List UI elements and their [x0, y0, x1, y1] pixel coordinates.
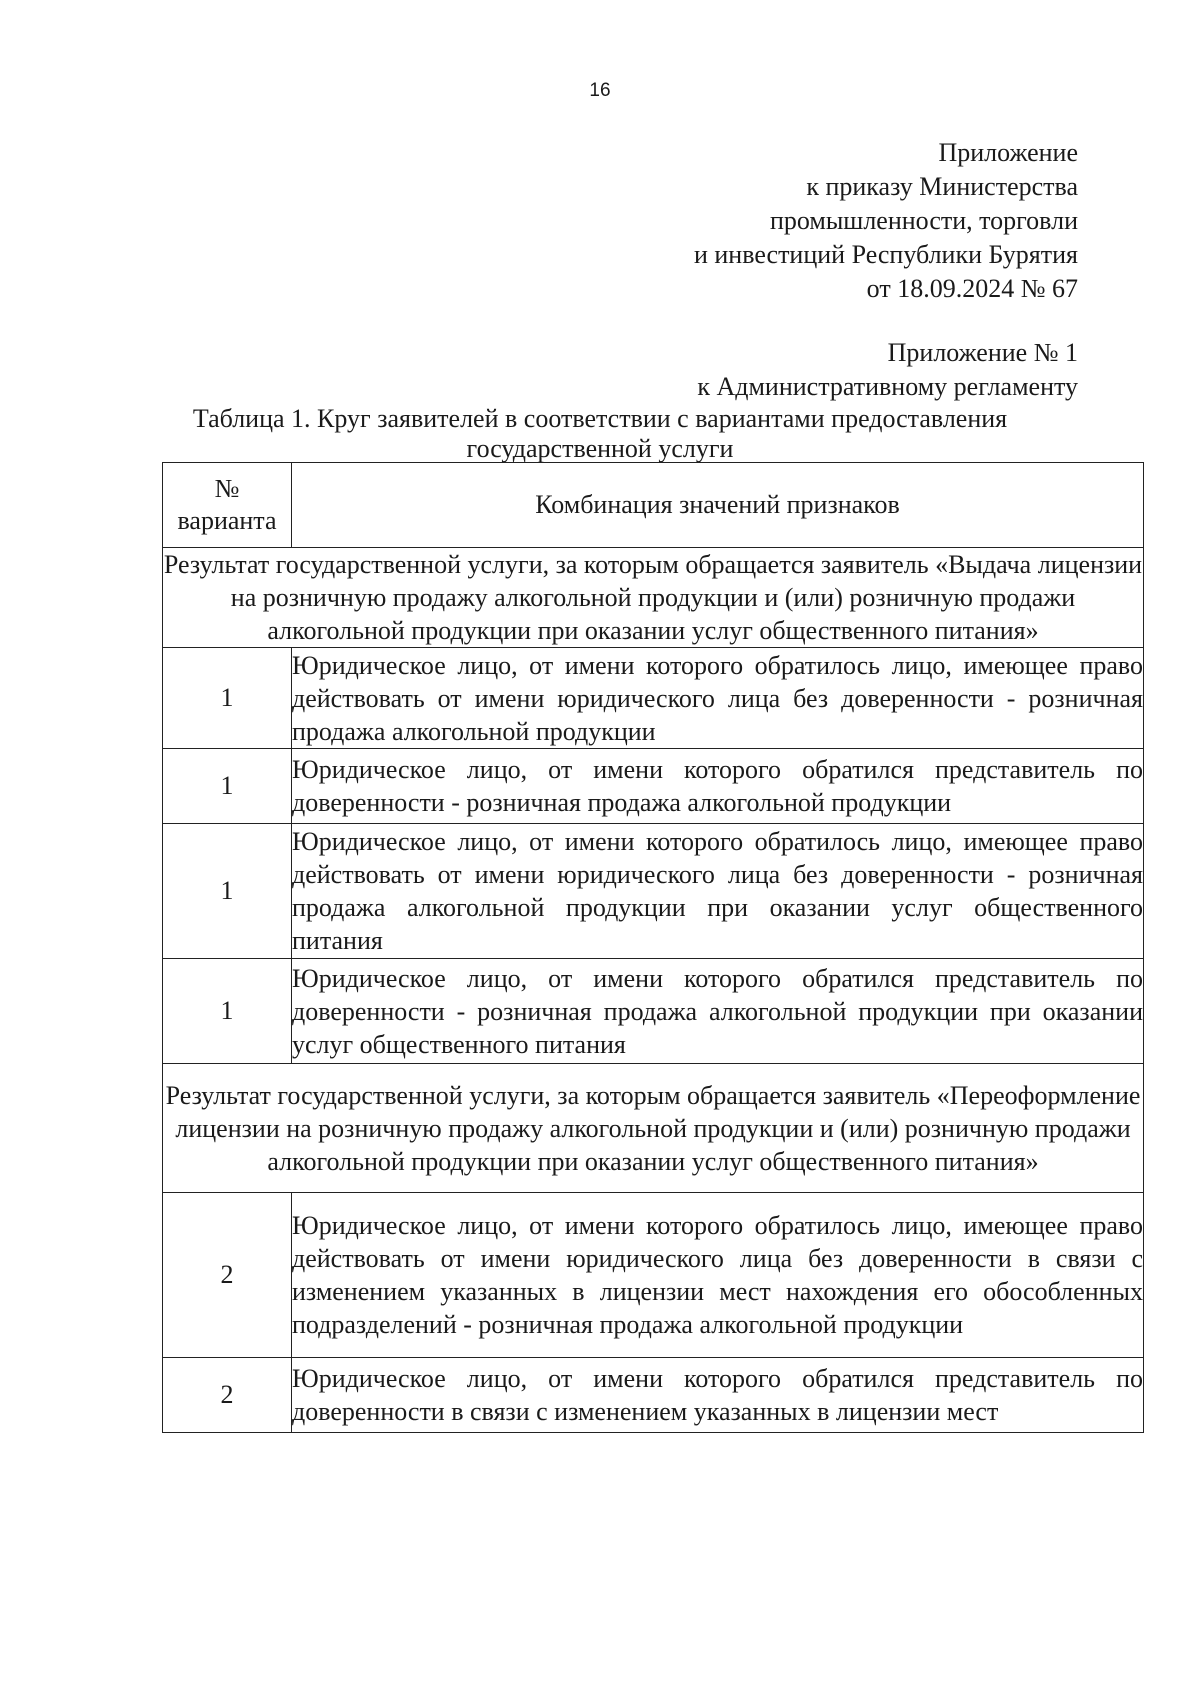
appendix-header-line: и инвестиций Республики Бурятия: [693, 240, 1078, 269]
applicants-table: [162, 462, 1144, 1433]
variant-number: 2: [163, 1358, 292, 1433]
variant-description: Юридическое лицо, от имени которого обратилось лицо, имеющее право действовать от имени юридического лица без доверенности - розничная продажа алкогольной продукции при оказании услуг общественного питания: [292, 824, 1144, 959]
variant-number: 1: [163, 824, 292, 959]
table-row: [163, 749, 1144, 824]
variant-number: 2: [163, 1193, 292, 1358]
section-title: Результат государственной услуги, за которым обращается заявитель «Выдача лицензии на розничную продажу алкогольной продукции и (или) розничную продажи алкогольной продукции при оказании услуг общественного питания»: [163, 548, 1144, 648]
table-row: [163, 1193, 1144, 1358]
variant-number: 1: [163, 749, 292, 824]
appendix-1-header: [697, 336, 1078, 404]
section-row: [163, 548, 1144, 648]
variant-description: Юридическое лицо, от имени которого обратился представитель по доверенности - розничная продажа алкогольной продукции: [292, 749, 1144, 824]
variant-description: Юридическое лицо, от имени которого обратился представитель по доверенности в связи с изменением указанных в лицензии мест: [292, 1358, 1144, 1433]
variant-number: 1: [163, 648, 292, 749]
table-row: [163, 648, 1144, 749]
appendix-header-line: к приказу Министерства: [806, 172, 1078, 201]
table-row: [163, 959, 1144, 1064]
variant-description: Юридическое лицо, от имени которого обратилось лицо, имеющее право действовать от имени юридического лица без доверенности в связи с изменением указанных в лицензии мест нахождения его обособленных подразделений - розничная продажа алкогольной продукции: [292, 1193, 1144, 1358]
appendix-header-line: промышленности, торговли: [769, 206, 1078, 235]
table-header-row: [163, 463, 1144, 548]
appendix-1-line: к Административному регламенту: [697, 372, 1078, 401]
header-variant-number: [163, 463, 292, 548]
header-variant-label: варианта: [177, 506, 277, 535]
table-row: [163, 824, 1144, 959]
variant-number: 1: [163, 959, 292, 1064]
table-title-line: государственной услуги: [466, 434, 734, 463]
section-row: [163, 1064, 1144, 1193]
variant-description: Юридическое лицо, от имени которого обратился представитель по доверенности - розничная продажа алкогольной продукции при оказании услуг общественного питания: [292, 959, 1144, 1064]
table-title: [150, 404, 1050, 464]
appendix-header: [694, 136, 1078, 306]
header-combination: Комбинация значений признаков: [292, 463, 1144, 548]
appendix-header-line: от 18.09.2024 № 67: [866, 274, 1078, 303]
page-number: 16: [589, 80, 611, 101]
table-title-line: Таблица 1. Круг заявителей в соответствии с вариантами предоставления: [192, 404, 1008, 433]
appendix-header-line: Приложение: [938, 138, 1078, 167]
appendix-1-line: Приложение № 1: [887, 338, 1078, 367]
header-num-sign: №: [214, 474, 240, 503]
section-title: Результат государственной услуги, за которым обращается заявитель «Переоформление лицензии на розничную продажу алкогольной продукции и (или) розничную продажи алкогольной продукции при оказании услуг общественного питания»: [163, 1064, 1144, 1193]
variant-description: Юридическое лицо, от имени которого обратилось лицо, имеющее право действовать от имени юридического лица без доверенности - розничная продажа алкогольной продукции: [292, 648, 1144, 749]
table-row: [163, 1358, 1144, 1433]
